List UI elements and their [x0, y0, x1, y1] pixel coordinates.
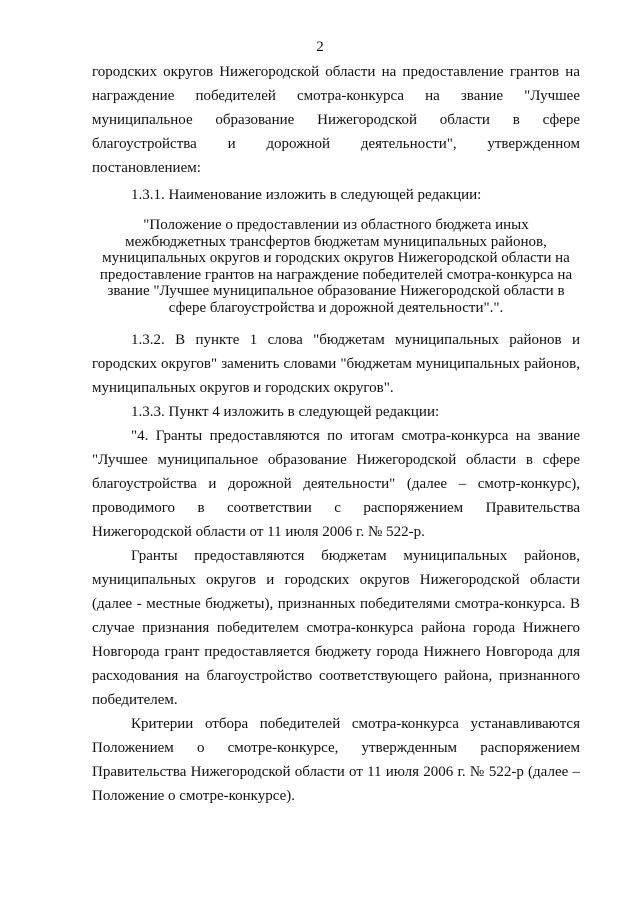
paragraph-4: "4. Гранты предоставляются по итогам смотра-конкурса на звание "Лучшее муниципальное образование Нижегородской области в сфере благоустройства и дорожной деятельности" (далее – смотр-конкурс), проводимого в соответствии с распоряжением Правительства Нижегородской области от 11 июля 2006 г. № 522-р.	[92, 428, 580, 540]
new-title-block: "Положение о предоставлении из областного бюджета иных межбюджетных трансфертов бюджетам муниципальных районов, муниципальных округов и городских округов Нижегородской области на предоставление грантов на награждение победителей смотра-конкурса на звание "Лучшее муниципальное образование Нижегородской области в сфере благоустройства и дорожной деятельности".".	[99, 217, 573, 316]
item-1-3-3: 1.3.3. Пункт 4 изложить в следующей редакции:	[131, 404, 440, 420]
item-1-3-2: 1.3.2. В пункте 1 слова "бюджетам муниципальных районов и городских округов" заменить словами "бюджетам муниципальных районов, муниципальных округов и городских округов".	[92, 332, 580, 396]
page-number: 2	[316, 39, 324, 55]
paragraph-grants: Гранты предоставляются бюджетам муниципальных районов, муниципальных округов и городских округов Нижегородской области (далее - местные бюджеты), признанных победителями смотра-конкурса. В случае признания победителем смотра-конкурса района города Нижнего Новгорода грант предоставляется бюджету города Нижнего Новгорода для расходования на благоустройство соответствующего района, признанного победителем.	[92, 548, 580, 708]
intro-paragraph: городских округов Нижегородской области на предоставление грантов на награждение победителей смотра-конкурса на звание "Лучшее муниципальное образование Нижегородской области в сфере благоустройства и дорожной деятельности", утвержденном постановлением:	[92, 64, 580, 176]
item-1-3-1: 1.3.1. Наименование изложить в следующей редакции:	[131, 187, 482, 203]
document-body	[92, 60, 580, 808]
paragraph-criteria: Критерии отбора победителей смотра-конкурса устанавливаются Положением о смотре-конкурсе, утвержденным распоряжением Правительства Нижегородской области от 11 июля 2006 г. № 522-р (далее – Положение о смотре-конкурсе).	[92, 716, 580, 804]
